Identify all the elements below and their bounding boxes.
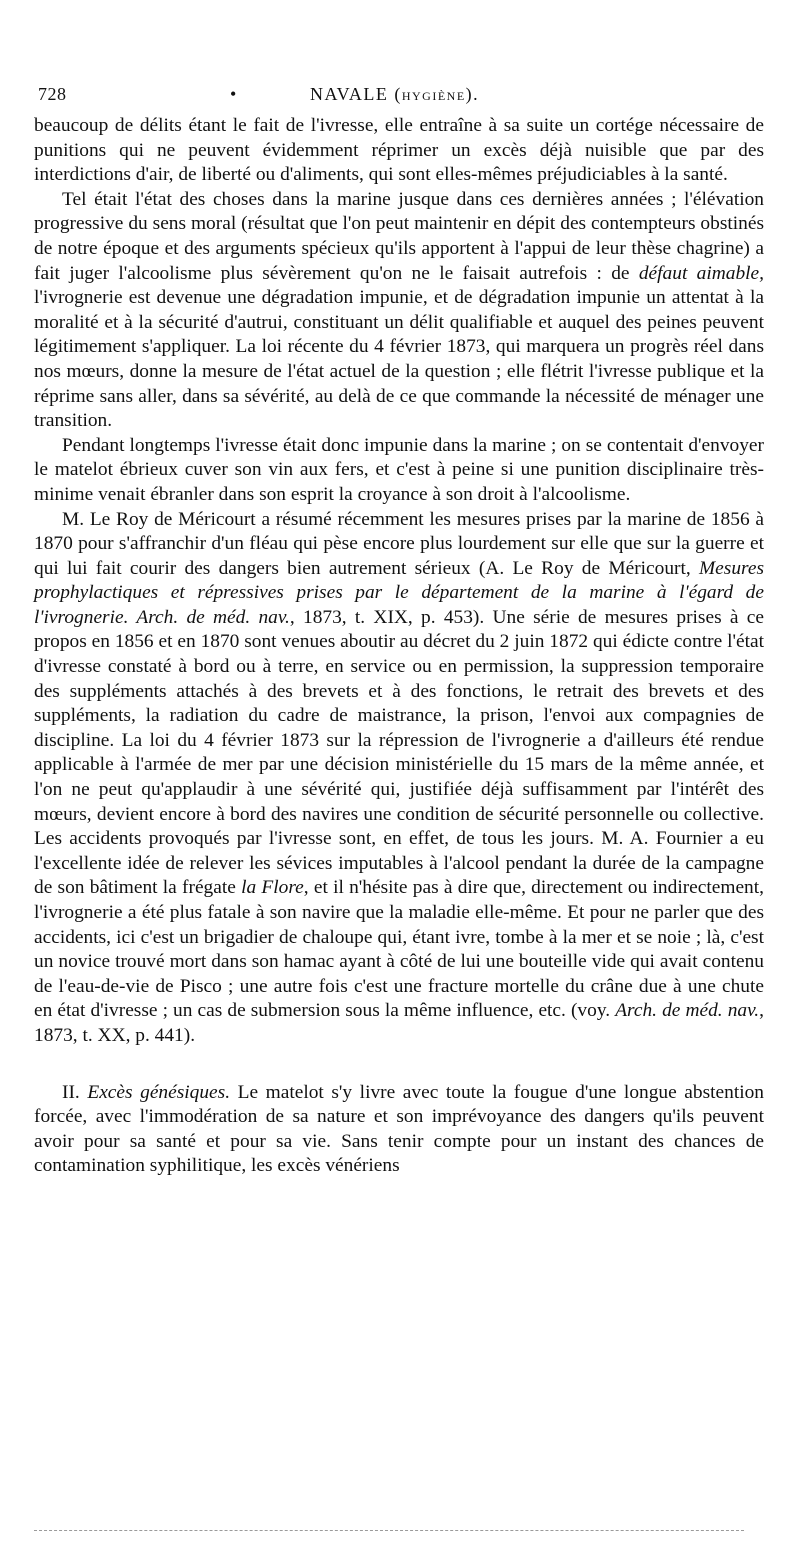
bottom-rule (34, 1530, 744, 1531)
ship-name: la Flore (241, 877, 304, 899)
running-title-close: ). (465, 84, 480, 104)
paragraph-text: , 1873, t. XX, p. 441). (34, 1000, 764, 1046)
paragraph-text: , 1873, t. XIX, p. 453). Une série de mesures prises à ce propos en 1856 et en 1870 sont venues aboutir au décret du 2 juin 1872 qui édicte contre l'état d'ivresse constaté à bord ou à terre, en service ou en permission, la suppression temporaire des suppléments attachés à des brevets et à des fonctions, le retrait des brevets et des suppléments, la radiation du cadre de maistrance, la prison, l'envoi aux compagnies de discipline. La loi du 4 février 1873 sur la répression de l'ivrognerie a d'ailleurs été rendue applicable à l'armée de mer par une décision ministérielle du 15 mars de la même année, et l'on ne peut qu'applaudir à une sévérité qui, justifiée déjà suffisamment par l'intérêt des mœurs, devient encore à bord des navires une condition de sécurité personnelle ou collective. Les accidents provoqués par l'ivresse sont, en effet, de tous les jours. M. A. Fournier a eu l'excellente idée de relever les sévices imputables à l'alcool pendant la durée de la campagne de son bâtiment la frégate (34, 606, 764, 899)
citation-title: Mesures prophylactiques et répressives prises par le département de la marine à l'égard de l'ivrognerie. Arch. de méd. nav. (34, 557, 764, 628)
running-title (310, 84, 479, 105)
section-number: II. (62, 1081, 88, 1103)
paragraph-impunity: Pendant longtemps l'ivresse était donc impunie dans la marine ; on se contentait d'envoyer le matelot ébrieux cuver son vin aux fers, et c'est à peine si une punition disciplinaire très-minime venait ébranler dans son esprit la croyance à son droit à l'alcoolisme. (34, 434, 764, 505)
running-head (34, 84, 764, 114)
citation-journal: Arch. de méd. nav. (615, 1000, 760, 1022)
paragraph-text: M. Le Roy de Méricourt a résumé récemment les mesures prises par la marine de 1856 à 1870 pour s'affranchir d'un fléau qui pèse encore plus lourdement sur elle que sur la guerre et qui lui fait courir des dangers bien autrement sérieux (A. Le Roy de Méricourt, (34, 508, 764, 579)
header-dot: • (230, 84, 237, 104)
book-page (34, 84, 764, 1524)
running-title-sub: HYGIÈNE (401, 89, 466, 103)
section-excess-genesic (34, 1081, 764, 1179)
body-text (34, 114, 764, 1179)
paragraph-measures (34, 508, 764, 1049)
italic-phrase: défaut aimable, (638, 262, 764, 284)
paragraph-text: Tel était l'état des choses dans la marine jusque dans ces dernières années ; l'élévation progressive du sens moral (résultat que l'on peut maintenir en dépit des contempteurs obstinés de notre époque et des arguments spécieux qu'ils apportent à l'appui de leur thèse chagrine) a fait juger l'alcoolisme plus sévèrement qu'on ne le faisait autrefois : de (34, 188, 764, 284)
page-number: 728 (38, 84, 67, 104)
paragraph-text: l'ivrognerie est devenue une dégradation impunie, et de dégradation impunie un attentat à la moralité et à la sécurité d'autrui, constituant un délit qualifiable et auquel des peines peuvent légitimement s'appliquer. La loi récente du 4 février 1873, qui marquera un progrès réel dans nos mœurs, donne la mesure de l'état actuel de la question ; elle flétrit l'ivresse publique et la réprime sans aller, dans sa sévérité, au delà de ce que commande la nécessité de ménager une transition. (34, 287, 764, 432)
paragraph-text: Le matelot s'y livre avec toute la fougue d'une longue abstention forcée, avec l'immodération de sa nature et son imprévoyance des dangers qu'ils peuvent avoir pour sa santé et pour sa vie. Sans tenir compte pour un instant des chances de contamination syphilitique, les excès vénériens (34, 1081, 764, 1177)
paragraph-continued: beaucoup de délits étant le fait de l'ivresse, elle entraîne à sa suite un cortége nécessaire de punitions qui ne peuvent évidemment réprimer un excès déjà nuisible que par des interdictions d'air, de liberté ou d'aliments, qui sont elles-mêmes préjudiciables à la santé. (34, 115, 764, 186)
paragraph-state-of-things (34, 188, 764, 434)
section-heading: Excès génésiques. (87, 1081, 231, 1103)
running-title-main: NAVALE ( (310, 84, 402, 104)
paragraph-text: , et il n'hésite pas à dire que, directement ou indirectement, l'ivrognerie a été plus fatale à son navire que la maladie elle-même. Et pour ne parler que des accidents, ici c'est un brigadier de chaloupe qui, étant ivre, tombe à la mer et se noie ; là, c'est un novice trouvé mort dans son hamac ayant à côté de lui une bouteille vide qui avait contenu de l'eau-de-vie de Pisco ; une autre fois c'est une fracture mortelle du crâne due à une chute en état d'ivresse ; un cas de submersion sous la même influence, etc. (voy. (34, 877, 764, 1022)
